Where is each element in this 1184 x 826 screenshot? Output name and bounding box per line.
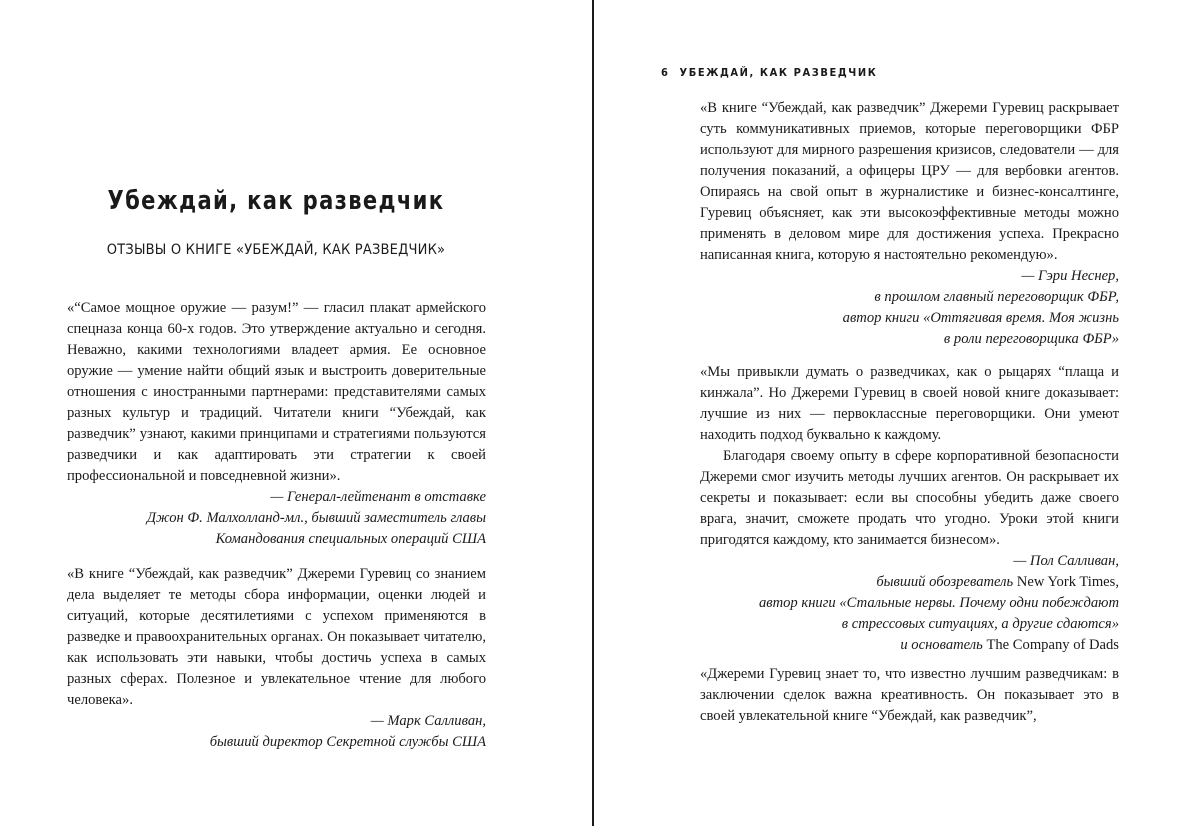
attribution-line: Командования специальных операций США bbox=[215, 531, 486, 547]
right-page bbox=[594, 0, 1184, 826]
attribution-company: The Company of Dads bbox=[986, 637, 1119, 653]
attribution-line: в прошлом главный переговорщик ФБР, bbox=[874, 289, 1119, 305]
review-text: «“Самое мощное оружие — разум!” — гласил плакат армейского спецназа конца 60-х годов. Это утверждение актуально и сегодня. Неважно, какими технологиями владеет армия. Ее основное оружие — умение найти общий язык и выстроить доверительные отношения с иностранными партнерами: представителями самых разных культур и традиций. Читатели книги “Убеждай, как разведчик” узнают, какими принципами и стратегиями пользуются разведчики и как адаптировать эти стратегии к своей профессиональной и повседневной жизни». bbox=[67, 300, 486, 484]
review-nesner bbox=[700, 98, 1119, 350]
section-title: ОТЗЫВЫ О КНИГЕ «УБЕЖДАЙ, КАК РАЗВЕДЧИК» bbox=[106, 242, 446, 258]
attribution-line bbox=[700, 635, 1119, 656]
review-attribution bbox=[700, 266, 1119, 350]
review-paragraph: «Мы привыкли думать о разведчиках, как о рыцарях “плаща и кинжала”. Но Джереми Гуревиц в своей новой книге доказывает: лучшие из них — первоклассные переговорщики. Они умеют находить подход буквально к каждому. bbox=[700, 364, 1119, 443]
attribution-line: в стрессовых ситуациях, а другие сдаются» bbox=[841, 616, 1119, 632]
page-number: 6 bbox=[661, 66, 670, 79]
attribution-line: Джон Ф. Малхолланд-мл., бывший заместитель главы bbox=[146, 510, 486, 526]
attribution-line: — Марк Салливан, bbox=[370, 713, 486, 729]
attribution-line: — Гэри Неснер, bbox=[1021, 268, 1119, 284]
review-text: «Джереми Гуревиц знает то, что известно лучшим разведчикам: в заключении сделок важна креативность. Он показывает это в своей увлекательной книге “Убеждай, как разведчик”, bbox=[700, 666, 1119, 724]
attribution-line: автор книги «Стальные нервы. Почему одни побеждают bbox=[758, 595, 1119, 611]
review-creativity bbox=[700, 664, 1119, 727]
review-attribution bbox=[700, 551, 1119, 656]
attribution-line: бывший директор Секретной службы США bbox=[209, 734, 486, 750]
review-mulholland bbox=[67, 298, 486, 550]
attribution-line: автор книги «Оттягивая время. Моя жизнь bbox=[842, 310, 1119, 326]
review-mark-sullivan bbox=[67, 564, 486, 753]
review-attribution bbox=[67, 711, 486, 753]
running-header-title: УБЕЖДАЙ, КАК РАЗВЕДЧИК bbox=[679, 66, 878, 79]
attribution-line: — Генерал-лейтенант в отставке bbox=[270, 489, 486, 505]
review-text: «В книге “Убеждай, как разведчик” Джереми Гуревиц раскрывает суть коммуникативных приемов, которые переговорщики ФБР используют для мирного разрешения кризисов, следователи — для получения показаний, а офицеры ЦРУ — для вербовки агентов. Опираясь на свой опыт в журналистике и бизнес-консалтинге, Гуревиц объясняет, как эти высокоэффективные методы можно применять в деловом мире для достижения успеха. Прекрасно написанная книга, которую я настоятельно рекомендую». bbox=[700, 100, 1119, 263]
review-paragraph: Благодаря своему опыту в сфере корпоративной безопасности Джереми смог изучить методы лучших агентов. Он раскрывает их секреты и показывает: если вы способны убедить даже своего врага, значит, сможете продать что угодно. Уроки этой книги пригодятся каждому, кто занимается бизнесом». bbox=[700, 448, 1119, 548]
attribution-publication: New York Times, bbox=[1016, 574, 1119, 590]
review-attribution bbox=[67, 487, 486, 550]
book-title: Убеждай, как разведчик bbox=[107, 186, 445, 216]
attribution-text: бывший обозреватель bbox=[876, 574, 1017, 590]
review-paul-sullivan bbox=[700, 362, 1119, 656]
review-text: «В книге “Убеждай, как разведчик” Джереми Гуревиц со знанием дела выделяет те методы сбора информации, оценки людей и ситуаций, которые десятилетиями с успехом применяются в разведке и правоохранительных органах. Он показывает читателю, как использовать эти навыки, чтобы достичь успеха в самых разных сферах. Полезное и увлекательное чтение для любого человека». bbox=[67, 566, 486, 708]
attribution-line: — Пол Салливан, bbox=[1013, 553, 1119, 569]
attribution-text: и основатель bbox=[900, 637, 987, 653]
attribution-line bbox=[700, 572, 1119, 593]
running-header bbox=[661, 66, 877, 79]
attribution-line: в роли переговорщика ФБР» bbox=[943, 331, 1119, 347]
